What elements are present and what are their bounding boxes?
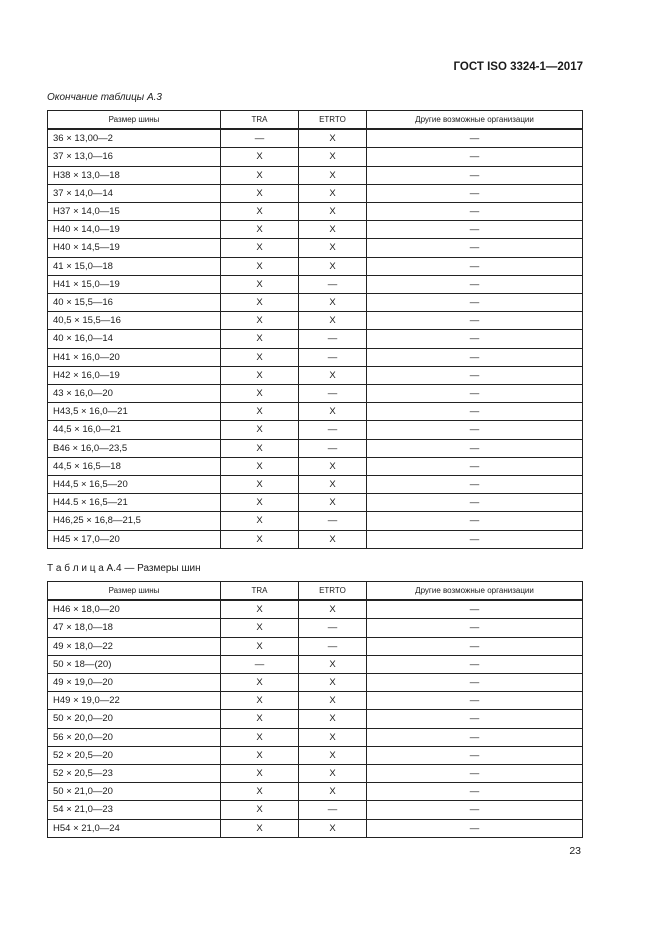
cell-col-etrto: X [299, 476, 367, 494]
cell-col-other-orgs: — [367, 366, 583, 384]
cell-col-etrto: X [299, 600, 367, 619]
cell-col-other-orgs: — [367, 385, 583, 403]
cell-col-tire-size: H41 × 15,0—19 [48, 275, 221, 293]
table-row [48, 512, 583, 530]
table-row [48, 692, 583, 710]
cell-col-tire-size: H46,25 × 16,8—21,5 [48, 512, 221, 530]
cell-col-etrto: — [299, 330, 367, 348]
cell-col-other-orgs: — [367, 221, 583, 239]
cell-col-etrto: — [299, 801, 367, 819]
header-col-other-orgs: Другие возможные организации [367, 582, 583, 601]
cell-col-other-orgs: — [367, 801, 583, 819]
cell-col-etrto: X [299, 457, 367, 475]
cell-col-tire-size: 41 × 15,0—18 [48, 257, 221, 275]
table-row [48, 819, 583, 837]
table-row [48, 765, 583, 783]
cell-col-tra: X [221, 692, 299, 710]
cell-col-tire-size: 52 × 20,5—20 [48, 746, 221, 764]
cell-col-other-orgs: — [367, 457, 583, 475]
cell-col-etrto: X [299, 257, 367, 275]
cell-col-etrto: X [299, 530, 367, 548]
table-row [48, 184, 583, 202]
page-number: 23 [569, 845, 581, 857]
cell-col-etrto: X [299, 655, 367, 673]
cell-col-tire-size: 37 × 14,0—14 [48, 184, 221, 202]
cell-col-tra: — [221, 655, 299, 673]
cell-col-other-orgs: — [367, 294, 583, 312]
cell-col-other-orgs: — [367, 275, 583, 293]
cell-col-tra: X [221, 494, 299, 512]
cell-col-other-orgs: — [367, 600, 583, 619]
cell-col-etrto: X [299, 312, 367, 330]
cell-col-etrto: X [299, 403, 367, 421]
cell-col-other-orgs: — [367, 148, 583, 166]
cell-col-tire-size: H43,5 × 16,0—21 [48, 403, 221, 421]
table-row [48, 421, 583, 439]
cell-col-other-orgs: — [367, 494, 583, 512]
cell-col-tra: X [221, 619, 299, 637]
header-col-tire-size: Размер шины [48, 111, 221, 130]
cell-col-tra: X [221, 512, 299, 530]
cell-col-other-orgs: — [367, 129, 583, 148]
cell-col-tra: X [221, 710, 299, 728]
header-col-other-orgs: Другие возможные организации [367, 111, 583, 130]
cell-col-tire-size: 44,5 × 16,0—21 [48, 421, 221, 439]
cell-col-etrto: X [299, 166, 367, 184]
table-row [48, 221, 583, 239]
table-header-row [48, 582, 583, 601]
cell-col-tire-size: 47 × 18,0—18 [48, 619, 221, 637]
cell-col-etrto: X [299, 819, 367, 837]
cell-col-other-orgs: — [367, 239, 583, 257]
table-row [48, 385, 583, 403]
cell-col-tire-size: 37 × 13,0—16 [48, 148, 221, 166]
cell-col-tire-size: 43 × 16,0—20 [48, 385, 221, 403]
table-row [48, 619, 583, 637]
cell-col-tire-size: 40 × 16,0—14 [48, 330, 221, 348]
cell-col-tra: X [221, 148, 299, 166]
cell-col-tire-size: 36 × 13,00—2 [48, 129, 221, 148]
cell-col-tra: X [221, 801, 299, 819]
cell-col-tire-size: 49 × 19,0—20 [48, 674, 221, 692]
cell-col-tra: X [221, 476, 299, 494]
cell-col-etrto: — [299, 619, 367, 637]
cell-col-etrto: X [299, 494, 367, 512]
cell-col-tra: X [221, 294, 299, 312]
cell-col-etrto: — [299, 385, 367, 403]
cell-col-etrto: X [299, 746, 367, 764]
cell-col-tra: X [221, 746, 299, 764]
cell-col-tra: X [221, 600, 299, 619]
cell-col-other-orgs: — [367, 166, 583, 184]
table-a4-caption: Т а б л и ц а А.4 — Размеры шин [47, 563, 201, 574]
cell-col-tire-size: H41 × 16,0—20 [48, 348, 221, 366]
table-row [48, 655, 583, 673]
cell-col-tire-size: H37 × 14,0—15 [48, 203, 221, 221]
table-row [48, 366, 583, 384]
cell-col-etrto: — [299, 348, 367, 366]
table-a3-caption: Окончание таблицы А.3 [47, 92, 162, 103]
table-a4 [47, 581, 583, 838]
cell-col-tra: X [221, 439, 299, 457]
cell-col-tire-size: 50 × 20,0—20 [48, 710, 221, 728]
table-row [48, 239, 583, 257]
cell-col-tire-size: H54 × 21,0—24 [48, 819, 221, 837]
cell-col-etrto: X [299, 239, 367, 257]
cell-col-tire-size: 52 × 20,5—23 [48, 765, 221, 783]
cell-col-tra: X [221, 275, 299, 293]
cell-col-other-orgs: — [367, 257, 583, 275]
table-row [48, 312, 583, 330]
cell-col-other-orgs: — [367, 674, 583, 692]
table-row [48, 600, 583, 619]
table-row [48, 257, 583, 275]
table-row [48, 746, 583, 764]
cell-col-other-orgs: — [367, 512, 583, 530]
header-col-tire-size: Размер шины [48, 582, 221, 601]
cell-col-etrto: X [299, 692, 367, 710]
cell-col-other-orgs: — [367, 421, 583, 439]
cell-col-tra: X [221, 366, 299, 384]
table-row [48, 330, 583, 348]
table-row [48, 801, 583, 819]
cell-col-tire-size: 54 × 21,0—23 [48, 801, 221, 819]
cell-col-tra: X [221, 674, 299, 692]
cell-col-other-orgs: — [367, 312, 583, 330]
cell-col-tra: X [221, 728, 299, 746]
cell-col-tra: X [221, 312, 299, 330]
cell-col-other-orgs: — [367, 476, 583, 494]
cell-col-tra: X [221, 239, 299, 257]
cell-col-etrto: X [299, 294, 367, 312]
table-row [48, 494, 583, 512]
table-row [48, 166, 583, 184]
table-row [48, 530, 583, 548]
table-row [48, 348, 583, 366]
cell-col-other-orgs: — [367, 184, 583, 202]
cell-col-tra: X [221, 421, 299, 439]
cell-col-etrto: — [299, 512, 367, 530]
cell-col-other-orgs: — [367, 692, 583, 710]
header-col-etrto: ETRTO [299, 111, 367, 130]
header-col-tra: TRA [221, 582, 299, 601]
cell-col-etrto: X [299, 765, 367, 783]
table-row [48, 674, 583, 692]
header-col-tra: TRA [221, 111, 299, 130]
cell-col-tra: X [221, 166, 299, 184]
table-row [48, 728, 583, 746]
cell-col-tire-size: H40 × 14,5—19 [48, 239, 221, 257]
table-row [48, 129, 583, 148]
cell-col-tire-size: H49 × 19,0—22 [48, 692, 221, 710]
cell-col-other-orgs: — [367, 728, 583, 746]
cell-col-tra: X [221, 330, 299, 348]
cell-col-tire-size: H46 × 18,0—20 [48, 600, 221, 619]
cell-col-etrto: — [299, 421, 367, 439]
cell-col-other-orgs: — [367, 765, 583, 783]
cell-col-tire-size: H40 × 14,0—19 [48, 221, 221, 239]
cell-col-tire-size: H42 × 16,0—19 [48, 366, 221, 384]
cell-col-tire-size: 44,5 × 16,5—18 [48, 457, 221, 475]
table-row [48, 783, 583, 801]
cell-col-other-orgs: — [367, 403, 583, 421]
cell-col-other-orgs: — [367, 439, 583, 457]
cell-col-tra: X [221, 184, 299, 202]
cell-col-tire-size: H45 × 17,0—20 [48, 530, 221, 548]
header-col-etrto: ETRTO [299, 582, 367, 601]
cell-col-etrto: X [299, 783, 367, 801]
cell-col-etrto: — [299, 637, 367, 655]
table-a3 [47, 110, 583, 549]
cell-col-etrto: X [299, 203, 367, 221]
cell-col-tire-size: 50 × 18—(20) [48, 655, 221, 673]
cell-col-tire-size: H44,5 × 16,5—20 [48, 476, 221, 494]
cell-col-tire-size: 40 × 15,5—16 [48, 294, 221, 312]
table-row [48, 203, 583, 221]
cell-col-other-orgs: — [367, 619, 583, 637]
cell-col-etrto: X [299, 221, 367, 239]
cell-col-etrto: X [299, 129, 367, 148]
table-row [48, 457, 583, 475]
cell-col-tra: X [221, 203, 299, 221]
cell-col-other-orgs: — [367, 348, 583, 366]
cell-col-tire-size: 50 × 21,0—20 [48, 783, 221, 801]
table-row [48, 476, 583, 494]
cell-col-tra: X [221, 348, 299, 366]
cell-col-other-orgs: — [367, 783, 583, 801]
cell-col-tire-size: 40,5 × 15,5—16 [48, 312, 221, 330]
cell-col-tire-size: 56 × 20,0—20 [48, 728, 221, 746]
table-row [48, 403, 583, 421]
table-row [48, 275, 583, 293]
table-row [48, 294, 583, 312]
cell-col-other-orgs: — [367, 203, 583, 221]
cell-col-etrto: X [299, 710, 367, 728]
cell-col-tire-size: H44.5 × 16,5—21 [48, 494, 221, 512]
cell-col-other-orgs: — [367, 819, 583, 837]
cell-col-other-orgs: — [367, 746, 583, 764]
cell-col-tra: X [221, 765, 299, 783]
table-row [48, 710, 583, 728]
cell-col-etrto: X [299, 184, 367, 202]
cell-col-tire-size: H38 × 13,0—18 [48, 166, 221, 184]
cell-col-etrto: X [299, 674, 367, 692]
table-header-row [48, 111, 583, 130]
cell-col-etrto: — [299, 439, 367, 457]
cell-col-tra: — [221, 129, 299, 148]
table-row [48, 148, 583, 166]
cell-col-tra: X [221, 385, 299, 403]
table-row [48, 637, 583, 655]
cell-col-tra: X [221, 637, 299, 655]
cell-col-other-orgs: — [367, 637, 583, 655]
cell-col-tra: X [221, 783, 299, 801]
cell-col-other-orgs: — [367, 655, 583, 673]
cell-col-tra: X [221, 457, 299, 475]
cell-col-tra: X [221, 819, 299, 837]
cell-col-etrto: X [299, 366, 367, 384]
cell-col-tire-size: B46 × 16,0—23,5 [48, 439, 221, 457]
cell-col-tra: X [221, 403, 299, 421]
cell-col-etrto: — [299, 275, 367, 293]
table-row [48, 439, 583, 457]
cell-col-tra: X [221, 257, 299, 275]
cell-col-tra: X [221, 530, 299, 548]
cell-col-tra: X [221, 221, 299, 239]
cell-col-etrto: X [299, 148, 367, 166]
cell-col-tire-size: 49 × 18,0—22 [48, 637, 221, 655]
document-code: ГОСТ ISO 3324-1—2017 [453, 61, 583, 73]
cell-col-other-orgs: — [367, 530, 583, 548]
cell-col-etrto: X [299, 728, 367, 746]
cell-col-other-orgs: — [367, 330, 583, 348]
cell-col-other-orgs: — [367, 710, 583, 728]
